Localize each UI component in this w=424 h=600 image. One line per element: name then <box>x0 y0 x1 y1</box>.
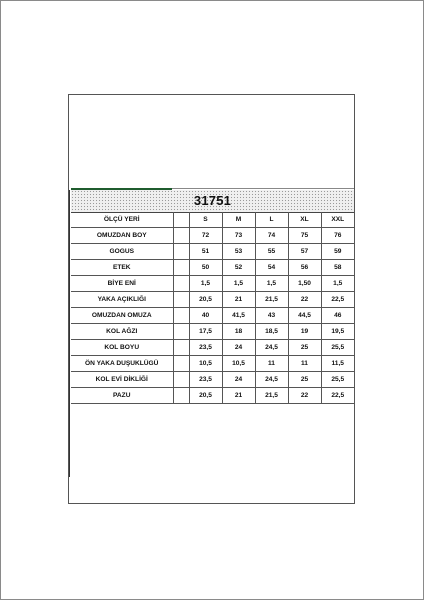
cell-value: 21 <box>222 292 255 308</box>
row-label: PAZU <box>71 388 173 404</box>
cell-value: 1,5 <box>189 276 222 292</box>
spacer-cell <box>173 228 189 244</box>
cell-value: 23,5 <box>189 372 222 388</box>
row-label: GOGUS <box>71 244 173 260</box>
spacer-cell <box>173 356 189 372</box>
cell-value: 17,5 <box>189 324 222 340</box>
cell-value: 1,5 <box>321 276 354 292</box>
cell-value: 59 <box>321 244 354 260</box>
cell-value: 22 <box>288 292 321 308</box>
cell-value: 75 <box>288 228 321 244</box>
cell-value: 25 <box>288 340 321 356</box>
spacer-cell <box>173 212 189 228</box>
cell-value: 51 <box>189 244 222 260</box>
cell-value: 43 <box>255 308 288 324</box>
cell-value: 25 <box>288 372 321 388</box>
cell-value: 10,5 <box>189 356 222 372</box>
cell-value: 58 <box>321 260 354 276</box>
cell-value: 76 <box>321 228 354 244</box>
spacer-cell <box>173 324 189 340</box>
model-code: 31751 <box>193 193 232 208</box>
cell-value: 46 <box>321 308 354 324</box>
cell-value: 72 <box>189 228 222 244</box>
model-code-band <box>71 190 354 213</box>
cell-value: 22 <box>288 388 321 404</box>
spacer-cell <box>173 292 189 308</box>
cell-value: 23,5 <box>189 340 222 356</box>
table-row <box>71 388 354 404</box>
spacer-cell <box>173 308 189 324</box>
cell-value: 11 <box>255 356 288 372</box>
cell-value: 11,5 <box>321 356 354 372</box>
cell-value: 1,5 <box>222 276 255 292</box>
cell-value: 74 <box>255 228 288 244</box>
cell-value: 18,5 <box>255 324 288 340</box>
table-row <box>71 228 354 244</box>
spacer-cell <box>173 260 189 276</box>
row-label: BİYE ENİ <box>71 276 173 292</box>
cell-value: 20,5 <box>189 292 222 308</box>
table-row <box>71 276 354 292</box>
row-label: KOL BOYU <box>71 340 173 356</box>
cell-value: 21,5 <box>255 292 288 308</box>
cell-value: 22,5 <box>321 292 354 308</box>
cell-value: 73 <box>222 228 255 244</box>
cell-value: 21 <box>222 388 255 404</box>
row-label: OMUZDAN OMUZA <box>71 308 173 324</box>
table-row <box>71 308 354 324</box>
table-row <box>71 372 354 388</box>
row-label: ÖN YAKA DUŞUKLÜGÜ <box>71 356 173 372</box>
cell-value: 20,5 <box>189 388 222 404</box>
size-header-xl: XL <box>288 212 321 228</box>
spacer-cell <box>173 372 189 388</box>
cell-value: 19,5 <box>321 324 354 340</box>
table-row <box>71 244 354 260</box>
row-label: YAKA AÇIKLIĞI <box>71 292 173 308</box>
cell-value: 56 <box>288 260 321 276</box>
cell-value: 1,5 <box>255 276 288 292</box>
cell-value: 22,5 <box>321 388 354 404</box>
cell-value: 24,5 <box>255 340 288 356</box>
row-label: KOL AĞZI <box>71 324 173 340</box>
measurement-column-header: ÖLÇÜ YERİ <box>71 212 173 228</box>
spacer-cell <box>173 340 189 356</box>
table-row <box>71 260 354 276</box>
cell-value: 11 <box>288 356 321 372</box>
spacer-cell <box>173 244 189 260</box>
size-header-m: M <box>222 212 255 228</box>
cell-value: 55 <box>255 244 288 260</box>
cell-value: 50 <box>189 260 222 276</box>
cell-value: 25,5 <box>321 340 354 356</box>
table-row <box>71 340 354 356</box>
cell-value: 21,5 <box>255 388 288 404</box>
cell-value: 53 <box>222 244 255 260</box>
cell-value: 18 <box>222 324 255 340</box>
table-row <box>71 356 354 372</box>
row-label: OMUZDAN BOY <box>71 228 173 244</box>
cell-value: 57 <box>288 244 321 260</box>
cell-value: 19 <box>288 324 321 340</box>
cell-value: 44,5 <box>288 308 321 324</box>
cell-value: 24 <box>222 340 255 356</box>
cell-value: 10,5 <box>222 356 255 372</box>
cell-value: 41,5 <box>222 308 255 324</box>
cell-value: 1,50 <box>288 276 321 292</box>
spacer-cell <box>173 276 189 292</box>
table-row <box>71 324 354 340</box>
row-label: KOL EVİ DİKLİĞİ <box>71 372 173 388</box>
header-rule <box>172 188 354 189</box>
size-header-l: L <box>255 212 288 228</box>
cell-value: 40 <box>189 308 222 324</box>
row-label: ETEK <box>71 260 173 276</box>
size-header-xxl: XXL <box>321 212 354 228</box>
spacer-cell <box>173 388 189 404</box>
size-table <box>71 212 354 404</box>
cell-value: 54 <box>255 260 288 276</box>
cell-value: 24 <box>222 372 255 388</box>
cell-value: 24,5 <box>255 372 288 388</box>
table-header-row <box>71 212 354 228</box>
table-row <box>71 292 354 308</box>
cell-value: 52 <box>222 260 255 276</box>
cell-value: 25,5 <box>321 372 354 388</box>
size-header-s: S <box>189 212 222 228</box>
